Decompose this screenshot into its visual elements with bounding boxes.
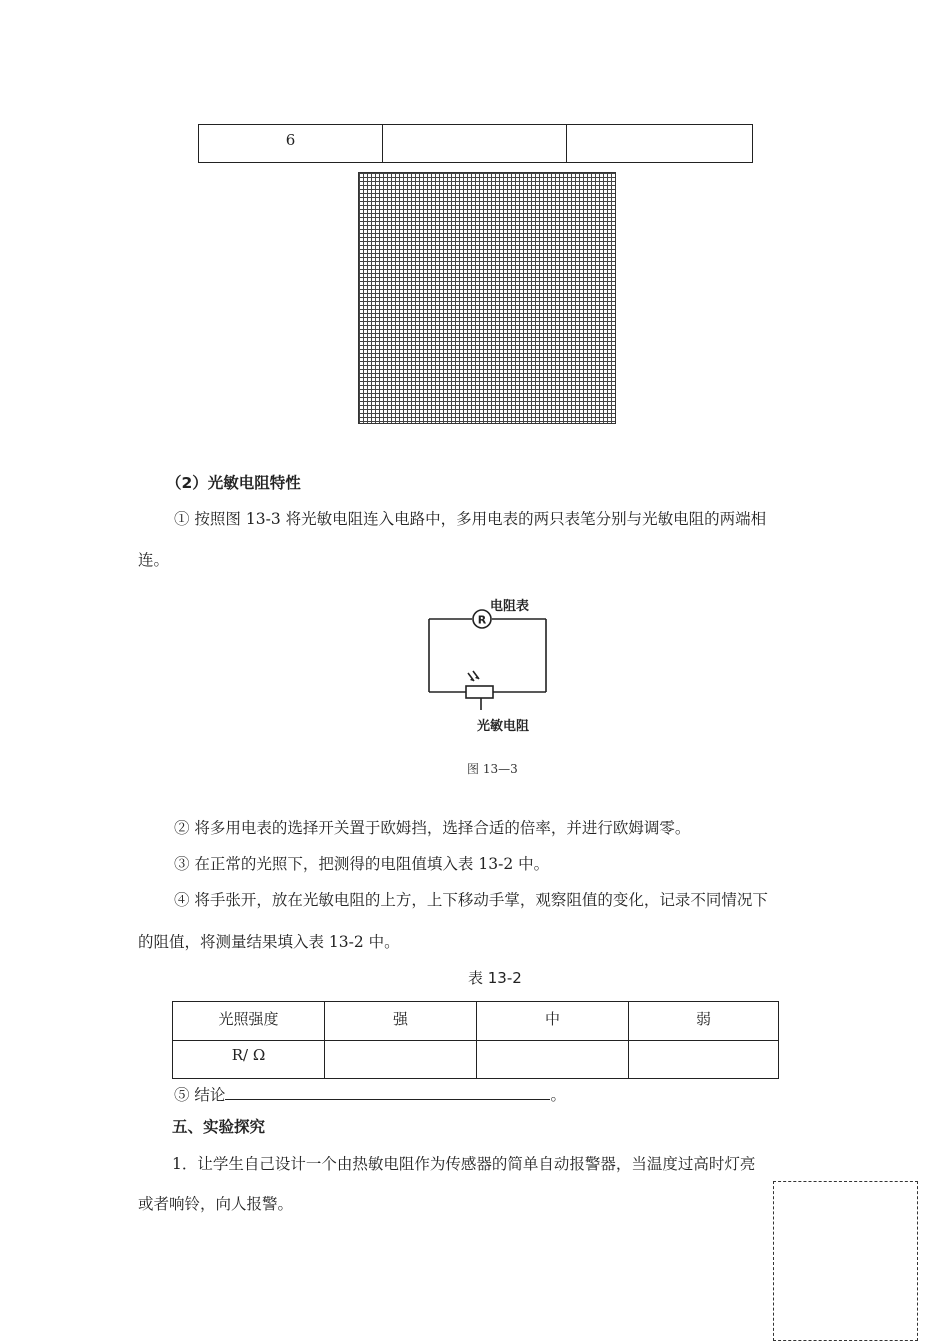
conclusion-end: 。 — [550, 1086, 566, 1104]
paragraph-line: 连。 — [138, 551, 170, 569]
table-header-cell: 弱 — [629, 1002, 779, 1041]
paragraph-line: ③ 在正常的光照下，把测得的电阻值填入表 13-2 中。 — [174, 855, 550, 873]
table-cell — [383, 125, 567, 163]
conclusion-blank[interactable] — [225, 1085, 550, 1100]
paragraph-line: 1．让学生自己设计一个由热敏电阻作为传感器的简单自动报警器，当温度过高时灯亮 — [172, 1155, 756, 1173]
data-table — [172, 1001, 779, 1079]
paragraph-line: 或者响铃，向人报警。 — [138, 1195, 294, 1213]
table-cell — [477, 1041, 629, 1079]
meter-symbol: R — [477, 613, 487, 627]
graph-paper-grid — [358, 172, 616, 424]
table-header-cell: 强 — [325, 1002, 477, 1041]
table-cell — [567, 125, 753, 163]
table-row — [199, 125, 753, 163]
paragraph-line: 的阻值，将测量结果填入表 13-2 中。 — [138, 933, 400, 951]
table-header-cell: 光照强度 — [173, 1002, 325, 1041]
table-cell — [629, 1041, 779, 1079]
table-cell: R/ Ω — [173, 1041, 325, 1079]
paragraph-line: ② 将多用电表的选择开关置于欧姆挡，选择合适的倍率，并进行欧姆调零。 — [174, 819, 691, 837]
dashed-answer-box — [773, 1181, 918, 1341]
conclusion-label: ⑤ 结论 — [174, 1086, 226, 1104]
table-header-cell: 中 — [477, 1002, 629, 1041]
resistor-symbol — [466, 686, 493, 698]
conclusion-line — [174, 1085, 566, 1104]
circuit-diagram — [415, 595, 615, 785]
top-table — [198, 124, 753, 163]
section-heading: （2）光敏电阻特性 — [166, 474, 301, 492]
table-cell — [325, 1041, 477, 1079]
paragraph-line: ④ 将手张开，放在光敏电阻的上方，上下移动手掌，观察阻值的变化，记录不同情况下 — [174, 891, 768, 909]
table-row — [173, 1002, 779, 1041]
resistor-label: 光敏电阻 — [477, 719, 530, 734]
paragraph-line: ① 按照图 13-3 将光敏电阻连入电路中，多用电表的两只表笔分别与光敏电阻的两端相 — [174, 510, 767, 528]
table-caption: 表 13-2 — [468, 969, 522, 987]
meter-label: 电阻表 — [490, 599, 530, 614]
figure-caption: 图 13—3 — [467, 762, 518, 776]
section-heading: 五、实验探究 — [172, 1118, 266, 1136]
table-cell: 6 — [199, 125, 383, 163]
table-row — [173, 1041, 779, 1079]
